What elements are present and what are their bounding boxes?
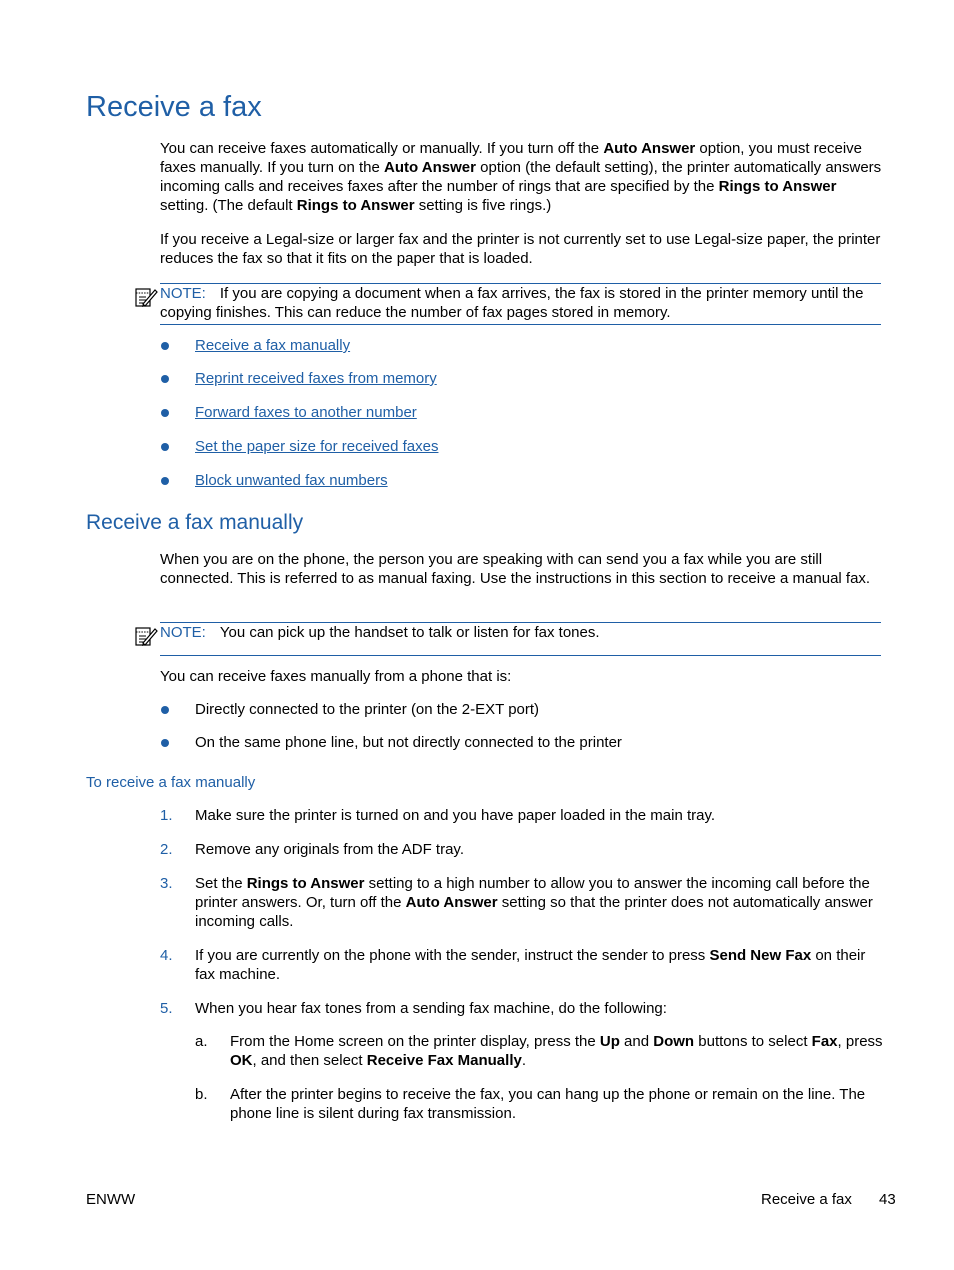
footer-section: Receive a fax xyxy=(761,1191,852,1208)
step-text: Make sure the printer is turned on and you have paper loaded in the main tray. xyxy=(195,807,716,824)
procedure-heading: To receive a fax manually xyxy=(86,774,256,791)
bullet-dot xyxy=(161,375,169,383)
ui-term: Rings to Answer xyxy=(296,197,415,214)
step-number: 3. xyxy=(160,875,173,892)
substep-text: After the printer begins to receive the fax, you can hang up the phone or remain on the line. The phone line is silent during fax transmission. xyxy=(230,1086,866,1122)
note-box xyxy=(160,622,881,656)
link-forward-faxes[interactable]: Forward faxes to another number xyxy=(195,404,417,421)
intro-paragraph-1: You can receive faxes automatically or manually. If you turn off the Auto Answer option, you must receive faxes manually. If you turn on the Auto Answer option (the default setting), the printer automatically answers incoming calls and receives faxes after the number of rings that are specified by the Rings to Answer setting. (The default Rings to Answer setting is five rings.) xyxy=(160,140,882,214)
ui-term: OK xyxy=(230,1052,253,1069)
step-text: Remove any originals from the ADF tray. xyxy=(195,841,464,858)
ui-term: Down xyxy=(653,1033,695,1050)
bullet-dot xyxy=(161,409,169,417)
note-text: You can pick up the handset to talk or listen for fax tones. xyxy=(219,624,600,641)
step-text: If you are currently on the phone with the sender, instruct the sender to press Send New Fax on their fax machine. xyxy=(195,947,866,983)
link-set-paper-size[interactable]: Set the paper size for received faxes xyxy=(195,438,439,455)
list-item: On the same phone line, but not directly connected to the printer xyxy=(195,734,622,751)
ui-term: Send New Fax xyxy=(709,947,812,964)
note-text: If you are copying a document when a fax arrives, the fax is stored in the printer memory until the copying finishes. This can reduce the number of fax pages stored in memory. xyxy=(160,285,864,321)
step-number: 5. xyxy=(160,1000,173,1017)
note-box xyxy=(160,283,881,325)
substep-label: a. xyxy=(195,1033,208,1050)
ui-term: Receive Fax Manually xyxy=(366,1052,522,1069)
ui-term: Auto Answer xyxy=(405,894,498,911)
substep-label: b. xyxy=(195,1086,208,1103)
link-receive-fax-manually[interactable]: Receive a fax manually xyxy=(195,337,351,354)
note-pencil-icon xyxy=(134,286,158,310)
section-paragraph-1: When you are on the phone, the person you are speaking with can send you a fax while you are still connected. This is referred to as manual faxing. Use the instructions in this section to receive a manual fax. xyxy=(160,551,871,587)
ui-term: Rings to Answer xyxy=(246,875,365,892)
link-block-unwanted-fax[interactable]: Block unwanted fax numbers xyxy=(195,472,388,489)
footer-page-number: 43 xyxy=(879,1191,896,1208)
note-label: NOTE: xyxy=(160,624,206,641)
ui-term: Up xyxy=(599,1033,620,1050)
step-number: 4. xyxy=(160,947,173,964)
step-number: 1. xyxy=(160,807,173,824)
step-number: 2. xyxy=(160,841,173,858)
link-reprint-received-faxes[interactable]: Reprint received faxes from memory xyxy=(195,370,437,387)
page-title: Receive a fax xyxy=(86,91,262,123)
footer-left: ENWW xyxy=(86,1191,136,1208)
bullet-dot xyxy=(161,443,169,451)
bullet-dot xyxy=(161,477,169,485)
section-paragraph-2: You can receive faxes manually from a phone that is: xyxy=(160,668,512,685)
ui-term: Auto Answer xyxy=(603,140,696,157)
ui-term: Fax xyxy=(811,1033,838,1050)
bullet-dot xyxy=(161,342,169,350)
list-item: Directly connected to the printer (on the 2-EXT port) xyxy=(195,701,540,718)
ui-term: Rings to Answer xyxy=(718,178,837,195)
step-text: When you hear fax tones from a sending fax machine, do the following: xyxy=(195,1000,667,1017)
note-label: NOTE: xyxy=(160,285,206,302)
note-pencil-icon xyxy=(134,625,158,649)
bullet-dot xyxy=(161,706,169,714)
step-text: Set the Rings to Answer setting to a high number to allow you to answer the incoming call before the printer answers. Or, turn off the Auto Answer setting so that the printer does not automatically answer incoming calls. xyxy=(195,875,873,930)
intro-paragraph-2: If you receive a Legal-size or larger fax and the printer is not currently set to use Legal-size paper, the printer reduces the fax so that it fits on the paper that is loaded. xyxy=(160,231,881,267)
bullet-dot xyxy=(161,739,169,747)
substep-text: From the Home screen on the printer display, press the Up and Down buttons to select Fax, press OK, and then select Receive Fax Manually. xyxy=(230,1033,883,1069)
section-heading: Receive a fax manually xyxy=(86,511,304,534)
ui-term: Auto Answer xyxy=(384,159,476,176)
